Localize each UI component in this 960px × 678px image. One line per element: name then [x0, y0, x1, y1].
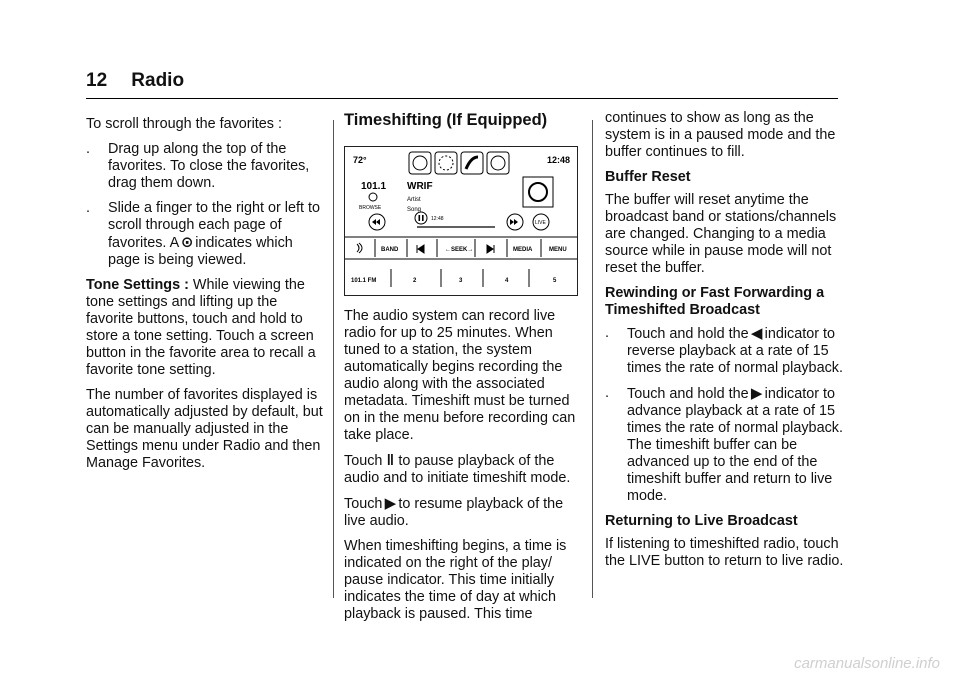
pause-text-a: Touch	[344, 453, 383, 469]
bullet-dot: .	[605, 325, 609, 341]
live-label[interactable]: LIVE	[535, 220, 546, 226]
menu-button[interactable]: MENU	[549, 247, 567, 253]
preset-5[interactable]: 5	[553, 278, 557, 284]
bullet-drag	[86, 141, 326, 192]
play-glyph-icon: ▶	[384, 495, 397, 512]
header-rule	[86, 98, 838, 99]
page-number: 12	[86, 70, 108, 91]
timeshift-time-para: When timeshifting begins, a time is indicated on the right of the play/ pause indicator. This time initially indicates the time of day at which playback is paused. This time	[344, 538, 567, 622]
favorites-number-para: The number of favorites displayed is automatically adjusted by default, but can be manually adjusted in the Settings menu under Radio and then Manage Favorites.	[86, 387, 323, 471]
bullet-forward	[605, 385, 845, 505]
clock-label: 12:48	[547, 155, 571, 165]
bullet-text-b: indicator to reverse playback at a rate of 15 times the rate of normal playback.	[627, 326, 843, 376]
column-divider-2	[592, 120, 593, 598]
timeshift-intro: The audio system can record live radio for up to 25 minutes. When tuned to a station, the system automatically begins recording the audio along with the associated metadata. Timeshift must be turned on in the menu before recording can take place.	[344, 308, 576, 443]
section-title: Radio	[131, 70, 185, 91]
play-text-a: Touch	[344, 496, 383, 512]
onstar-app-icon[interactable]	[487, 152, 509, 174]
bullet-dot: .	[86, 200, 90, 216]
bullet-text: Slide a finger to the right or left to scroll through each page of favorites. A	[108, 200, 320, 251]
buffer-reset-heading: Buffer Reset	[605, 169, 691, 185]
voice-icon[interactable]	[357, 243, 362, 253]
artist-label: Artist	[407, 197, 421, 203]
live-broadcast-para: If listening to timeshifted radio, touch the LIVE button to return to live radio.	[605, 536, 844, 569]
bullet-dot: .	[86, 141, 90, 157]
radio-screen-svg	[345, 147, 577, 295]
watermark: carmanualsonline.info	[794, 655, 940, 672]
bullet-text-a: Touch and hold the	[627, 326, 749, 342]
live-broadcast-heading: Returning to Live Broadcast	[605, 513, 798, 529]
station-label: WRIF	[407, 181, 433, 192]
pause-glyph-icon: ‖	[386, 452, 395, 469]
bullet-rewind	[605, 325, 845, 377]
bullet-text-a: Touch and hold the	[627, 386, 749, 402]
timeshifting-heading: Timeshifting (If Equipped)	[344, 111, 548, 129]
bullet-text-b: indicator to advance playback at a rate of 15 times the rate of normal playback. The timeshift buffer can be advanced up to the end of the timeshift buffer and return to live mode.	[627, 386, 843, 504]
seek-button[interactable]: ←SEEK→	[445, 247, 474, 253]
tone-settings-text: While viewing the tone settings and lifting up the favorite buttons, touch and hold to store a tone setting. Touch a screen button in the favorite area to recall a favorite tone setting.	[86, 277, 316, 378]
audio-app-icon[interactable]	[409, 152, 431, 174]
preset-2[interactable]: 2	[413, 278, 417, 284]
phone-app-icon[interactable]	[461, 152, 483, 174]
browse-icon[interactable]	[369, 193, 377, 201]
play-text-b: to resume playback of the live audio.	[344, 496, 564, 529]
temp-label: 72°	[353, 155, 367, 165]
pause-instruction	[344, 452, 584, 487]
band-button[interactable]: BAND	[381, 247, 399, 253]
page-indicator-icon: ⊙	[180, 234, 194, 251]
nav-app-icon[interactable]	[435, 152, 457, 174]
scroll-intro: To scroll through the favorites :	[86, 116, 282, 132]
preset-4[interactable]: 4	[505, 278, 509, 284]
pause-time-label: 12:48	[431, 216, 444, 222]
rewind-ff-heading: Rewinding or Fast Forwarding a Timeshifted Broadcast	[605, 285, 825, 318]
radio-screen-illustration	[344, 146, 578, 296]
column-2	[344, 110, 584, 631]
bullet-dot: .	[605, 385, 609, 401]
next-icon[interactable]	[487, 245, 494, 253]
buffer-continue-para: continues to show as long as the system is in a paused mode and the buffer continues to fill.	[605, 110, 836, 160]
tone-settings-para	[86, 277, 326, 379]
prev-icon[interactable]	[417, 245, 424, 253]
bullet-slide	[86, 200, 326, 269]
frequency-label: 101.1	[361, 181, 387, 192]
buffer-reset-para: The buffer will reset anytime the broadcast band or stations/channels are changed. Changing to a media source while in pause mode will not reset the buffer.	[605, 192, 837, 276]
tone-settings-label: Tone Settings :	[86, 277, 189, 293]
column-3	[605, 110, 845, 578]
bullet-text-cont: indicates which page is being viewed.	[108, 235, 293, 268]
preset-1[interactable]: 101.1 FM	[351, 278, 377, 284]
song-label: Song	[407, 207, 422, 213]
album-art	[523, 177, 553, 207]
column-1	[86, 116, 326, 480]
pause-icon[interactable]	[415, 212, 427, 224]
bullet-text: Drag up along the top of the favorites. To close the favorites, drag them down.	[108, 141, 310, 191]
play-instruction	[344, 495, 584, 530]
pause-text-b: to pause playback of the audio and to initiate timeshift mode.	[344, 453, 571, 486]
column-divider-1	[333, 120, 334, 598]
preset-3[interactable]: 3	[459, 278, 463, 284]
browse-label[interactable]: BROWSE	[359, 205, 382, 211]
rewind-indicator-icon: ◀	[750, 325, 763, 342]
forward-indicator-icon: ▶	[750, 385, 763, 402]
media-button[interactable]: MEDIA	[513, 247, 533, 253]
page-header	[86, 70, 184, 92]
